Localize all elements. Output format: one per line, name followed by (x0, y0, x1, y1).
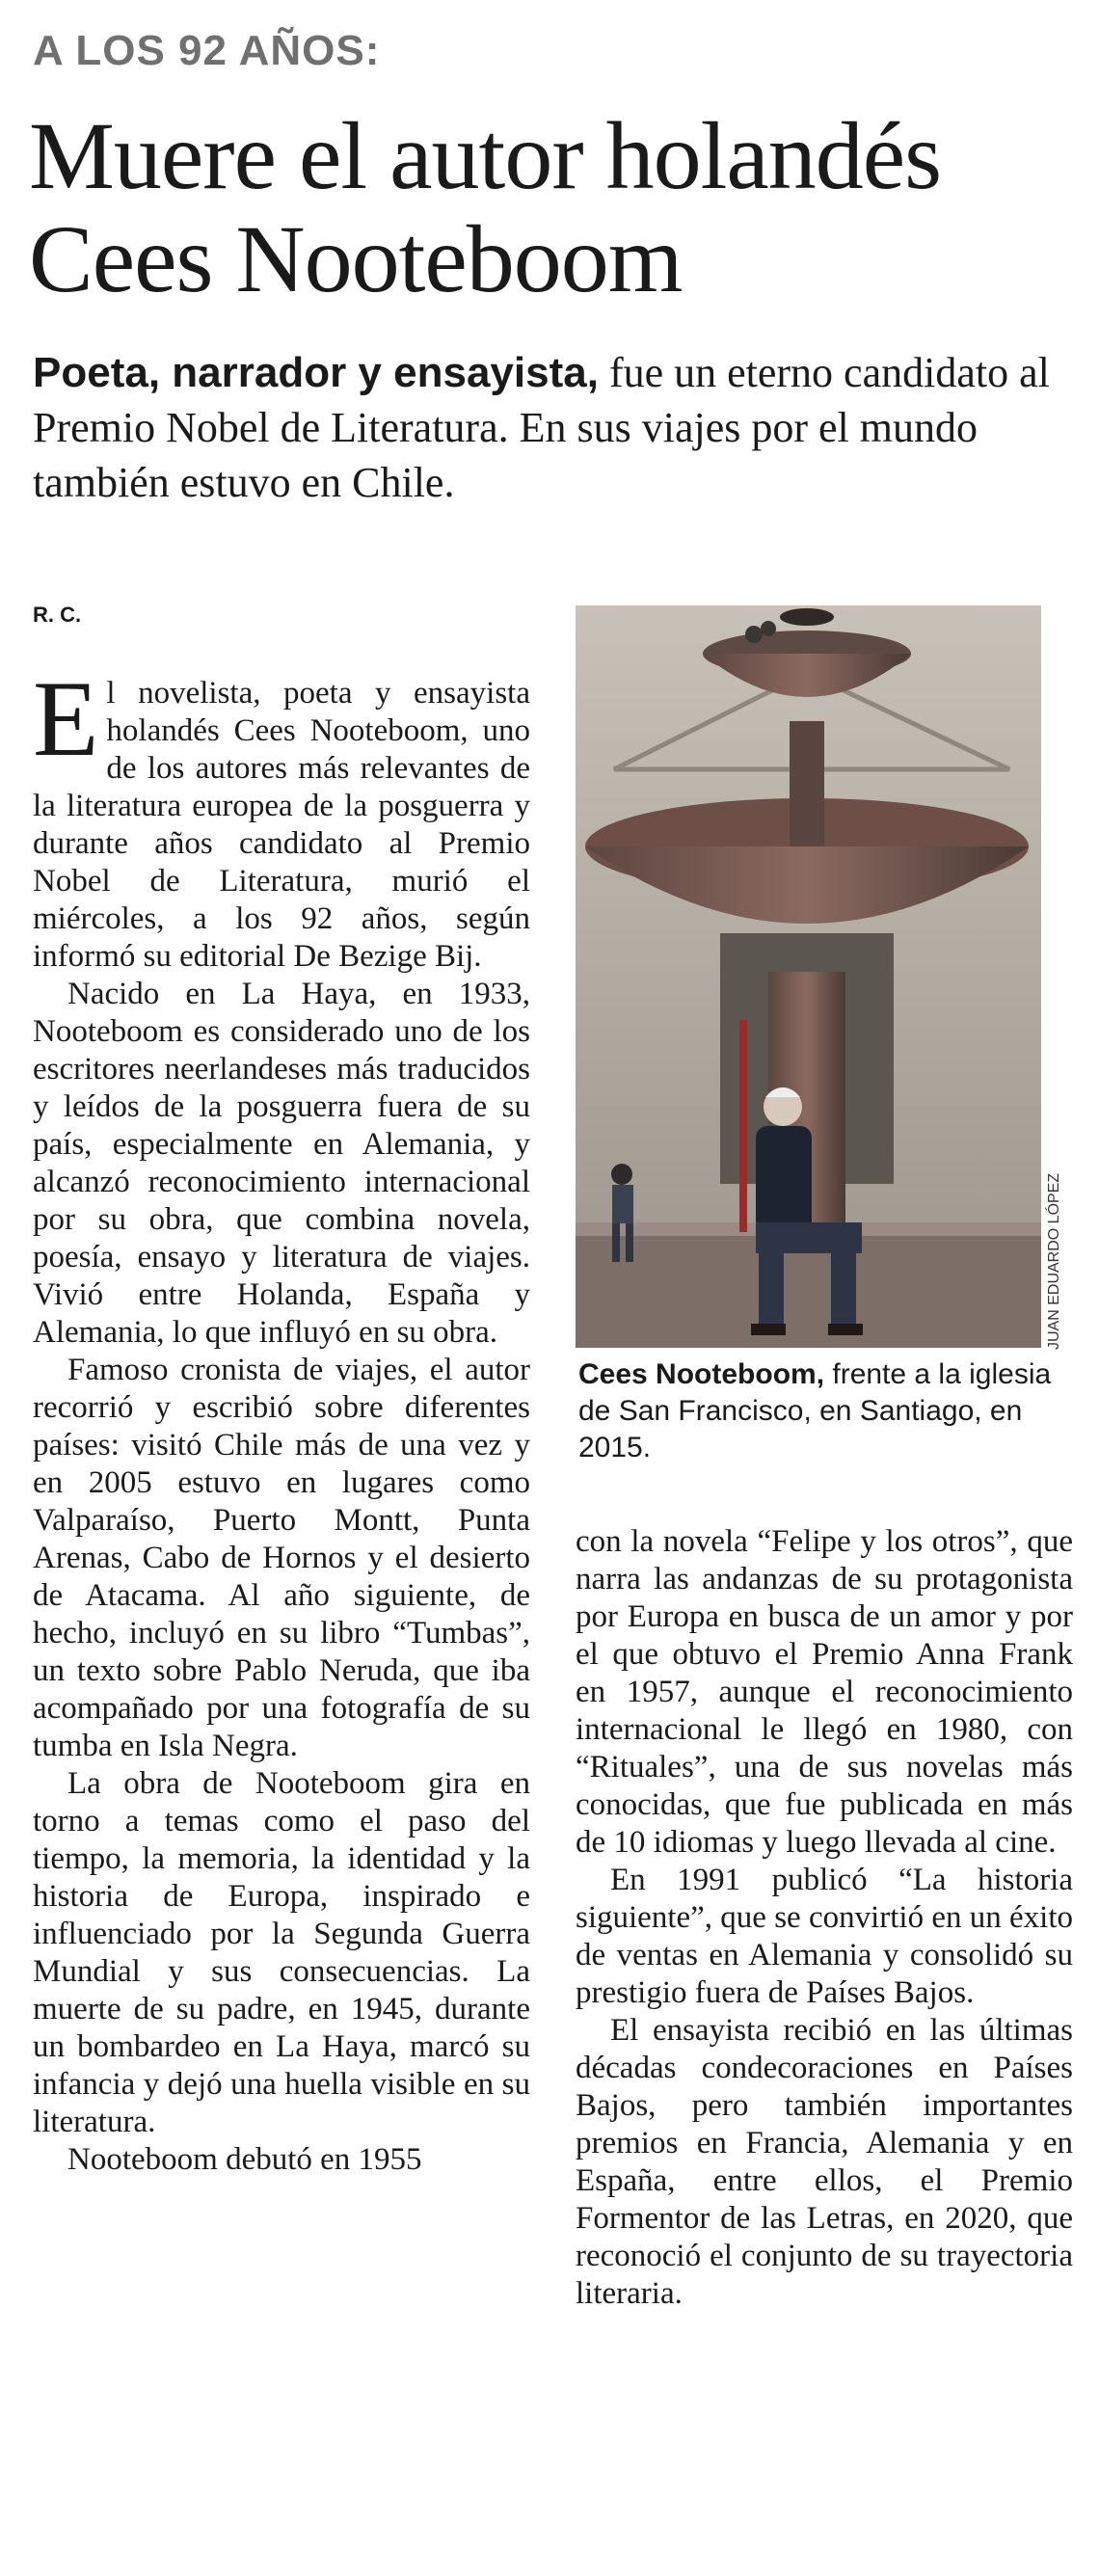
paragraph (33, 659, 530, 976)
deck-lead: Poeta, narrador y ensayista, (33, 349, 599, 396)
photo-credit: JUAN EDUARDO LÓPEZ (1046, 1172, 1062, 1350)
drop-cap: E (33, 659, 99, 779)
paragraph: con la novela “Felipe y los otros”, que narra las andanzas de su protagonista por Europa en busca de un amor y por el que obtuvo el Premio Anna Frank en 1957, aunque el reconocimiento internacional le llegó en 1980, con “Rituales”, una de sus novelas más conocidas, que fue publicada en más de 10 idiomas y luego llevada al cine. (576, 1524, 1073, 1860)
paragraph: La obra de Nooteboom gira en torno a temas como el paso del tiempo, la memoria, la identidad y la historia de Europa, inspirado e influenciado por la Segunda Guerra Mundial y sus consecuencias. La muerte de su padre, en 1945, durante un bombardeo en La Haya, marcó su infancia y dejó una huella visible en su literatura. (33, 1766, 530, 2139)
byline: R. C. (33, 603, 82, 627)
caption-text: frente a la iglesia de San Francisco, en Santiago, en 2015. (578, 1358, 1052, 1463)
paragraph: Nooteboom debutó en 1955 (67, 2142, 422, 2177)
paragraph: El ensayista recibió en las últimas décadas condecoraciones en Países Bajos, pero también importantes premios en Francia, Alemania y en España, entre ellos, el Premio Formentor de las Letras, en 2020, que reconoció el conjunto de su trayectoria literaria. (576, 2013, 1073, 2311)
paragraph-text: l novelista, poeta y ensayista holandés Cees Nooteboom, uno de los autores más relevantes de la literatura europea de la posguerra y durante años candidato al Premio Nobel de Literatura, murió el miércoles, a los 92 años, según informó su editorial De Bezige Bij. (33, 676, 530, 974)
photo-illustration (576, 605, 1041, 1348)
paragraph: Nacido en La Haya, en 1933, Nooteboom es considerado uno de los escritores neerlandeses más traducidos y leídos de la posguerra fuera de su país, especialmente en Alemania, y alcanzó reconocimiento internacional por su obra, que combina novela, poesía, ensayo y literatura de viajes. Vivió entre Holanda, España y Alemania, lo que influyó en su obra. (33, 977, 530, 1350)
paragraph: En 1991 publicó “La historia siguiente”, que se convirtió en un éxito de ventas en Alemania y consolidó su prestigio fuera de Países Bajos. (576, 1863, 1073, 2010)
article-kicker: A LOS 92 AÑOS: (33, 27, 381, 74)
caption-name: Cees Nooteboom, (578, 1358, 825, 1390)
text-column-left (33, 659, 530, 2179)
article-headline: Muere el autor holandés Cees Nooteboom (29, 102, 942, 312)
text-column-right (576, 1523, 1073, 2313)
deck-text: fue un eterno candidato al Premio Nobel de Literatura. En sus viajes por el mundo también estuvo en Chile. (33, 349, 1050, 506)
paragraph: Famoso cronista de viajes, el autor recorrió y escribió sobre diferentes países: visitó Chile más de una vez y en 2005 estuvo en lugares como Valparaíso, Puerto Montt, Punta Arenas, Cabo de Hornos y el desierto de Atacama. Al año siguiente, de hecho, incluyó en su libro “Tumbas”, un texto sobre Pablo Neruda, que iba acompañado por una fotografía de su tumba en Isla Negra. (33, 1353, 530, 1763)
photo-caption (578, 1356, 1060, 1466)
photo-fountain (576, 605, 1041, 1348)
article-deck (33, 345, 1074, 510)
